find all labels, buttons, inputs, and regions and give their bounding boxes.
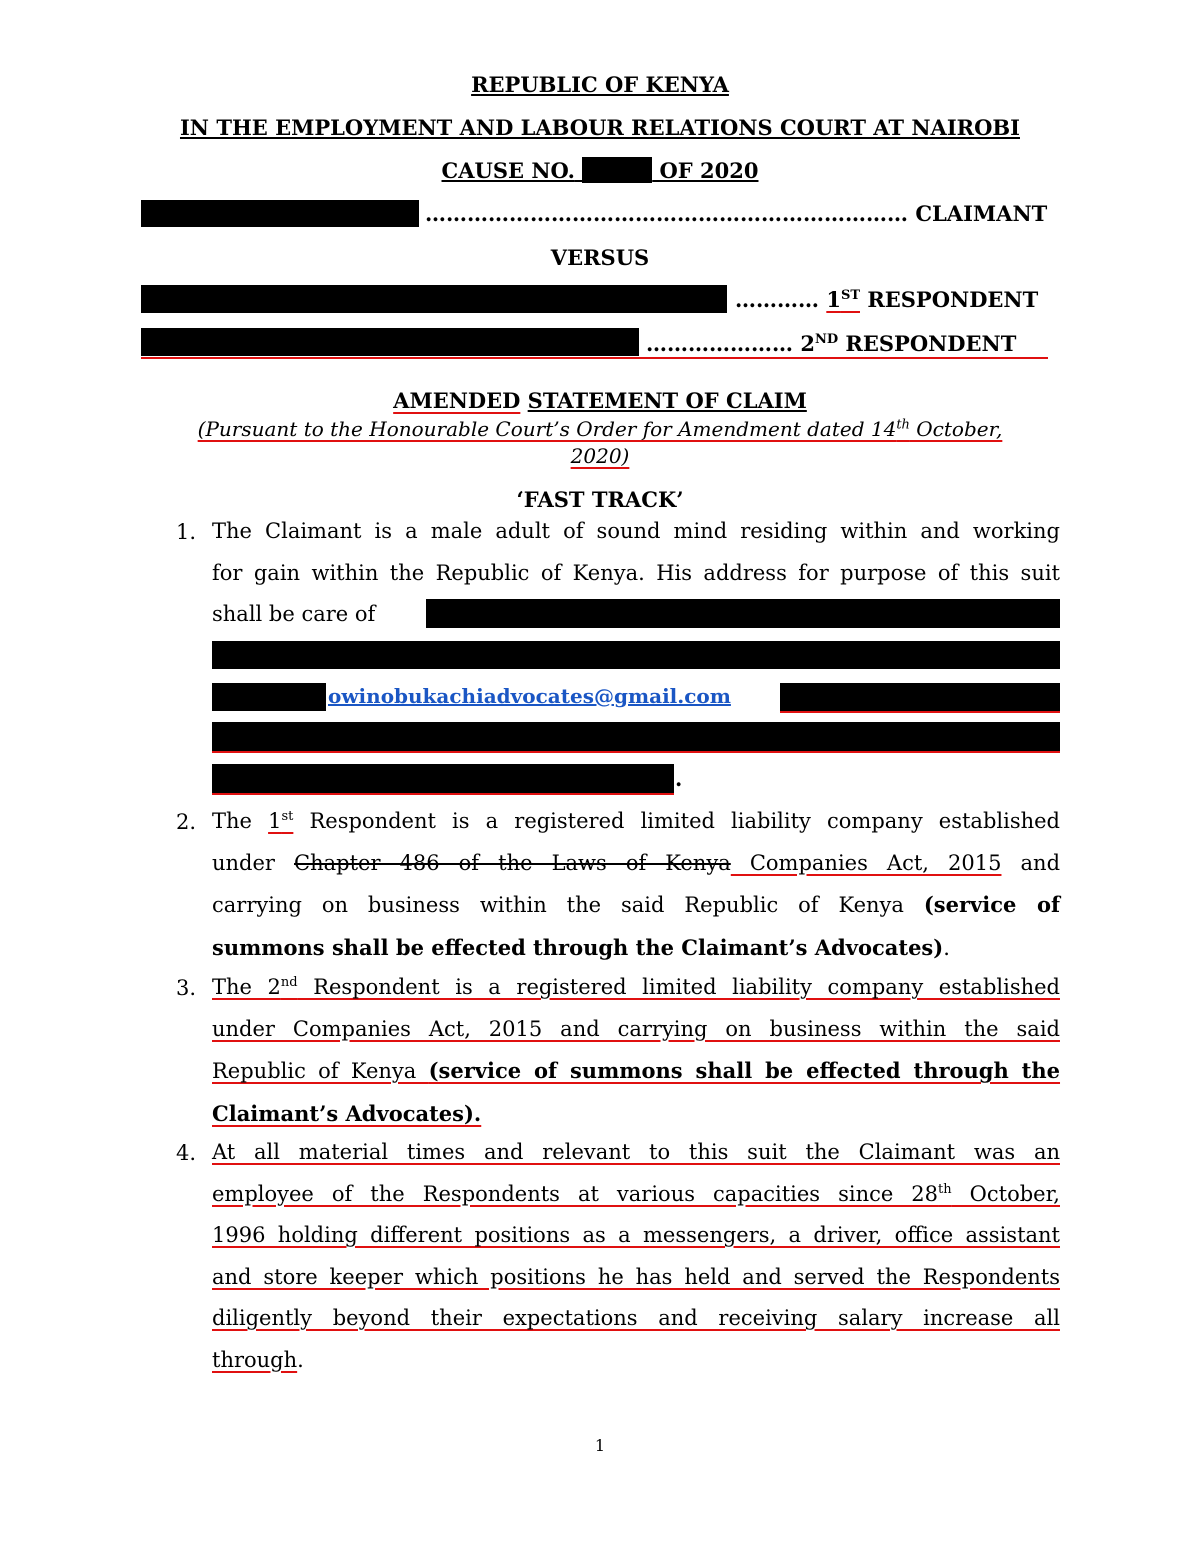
insertion-underline <box>212 793 674 795</box>
advocates-email[interactable]: owinobukachiadvocates@gmail.com <box>328 684 731 708</box>
document-title: AMENDED STATEMENT OF CLAIM <box>393 388 807 413</box>
redacted-address-4 <box>212 722 1060 751</box>
paragraph-2-number: 2. <box>176 810 197 834</box>
court-heading: IN THE EMPLOYMENT AND LABOUR RELATIONS COURT AT NAIROBI <box>179 115 1020 140</box>
second-respondent-line: ………………… 2ND RESPONDENT <box>646 331 1017 356</box>
paragraph-1: The Claimant is a male adult of sound mind residing within and working for gain within the Republic of Kenya. His address for purpose of this suit shall be care of <box>212 519 1060 626</box>
redacted-claimant-name <box>141 200 419 227</box>
redacted-second-respondent <box>141 328 639 356</box>
redacted-address-1 <box>426 599 1060 628</box>
redacted-address-3a <box>212 683 326 711</box>
redacted-address-3b <box>780 683 1060 711</box>
paragraph-1-number: 1. <box>176 520 197 544</box>
paragraph-3: The 2nd Respondent is a registered limited liability company established under Companies Act, 2015 and carrying on business within the said Republic of Kenya (service of summons shall be effected through the Claimant’s Advocates). <box>212 975 1061 1126</box>
redacted-address-2 <box>212 641 1060 669</box>
paragraph-3-number: 3. <box>176 976 197 1000</box>
pursuant-line-2: 2020) <box>570 444 630 468</box>
fast-track-heading: ‘FAST TRACK’ <box>516 487 684 512</box>
insertion-underline <box>212 751 1060 753</box>
cause-number: CAUSE NO. OF 2020 <box>441 158 759 183</box>
redacted-first-respondent <box>141 285 727 313</box>
redacted-cause-number <box>582 157 652 183</box>
claimant-line: …………………………………………………………… CLAIMANT <box>425 201 1048 226</box>
insertion-underline <box>141 357 1048 359</box>
paragraph-2: The 1st Respondent is a registered limited liability company established under Chapter 486 of the Laws of Kenya Companies Act, 2015 and carrying on business within the said Republic of Kenya (service of summons shall be effected through the Claimant’s Advocates). <box>212 809 1061 960</box>
versus-heading: VERSUS <box>550 245 650 270</box>
redacted-address-5 <box>212 764 674 793</box>
address-end: . <box>675 766 683 791</box>
page-number: 1 <box>594 1436 606 1455</box>
insertion-underline <box>780 711 1060 713</box>
paragraph-4: At all material times and relevant to this suit the Claimant was an employee of the Respondents at various capacities since 28th October, 1996 holding different positions as a messengers, a driver, office assistant and store keeper which positions he has held and served the Respondents diligently beyond their expectations and receiving salary increase all through. <box>212 1140 1060 1372</box>
republic-heading: REPUBLIC OF KENYA <box>471 72 729 97</box>
pursuant-line-1: (Pursuant to the Honourable Court’s Order for Amendment dated 14th October, <box>197 417 1003 441</box>
first-respondent-line: ………… 1ST RESPONDENT <box>735 287 1039 312</box>
paragraph-4-number: 4. <box>176 1141 197 1165</box>
